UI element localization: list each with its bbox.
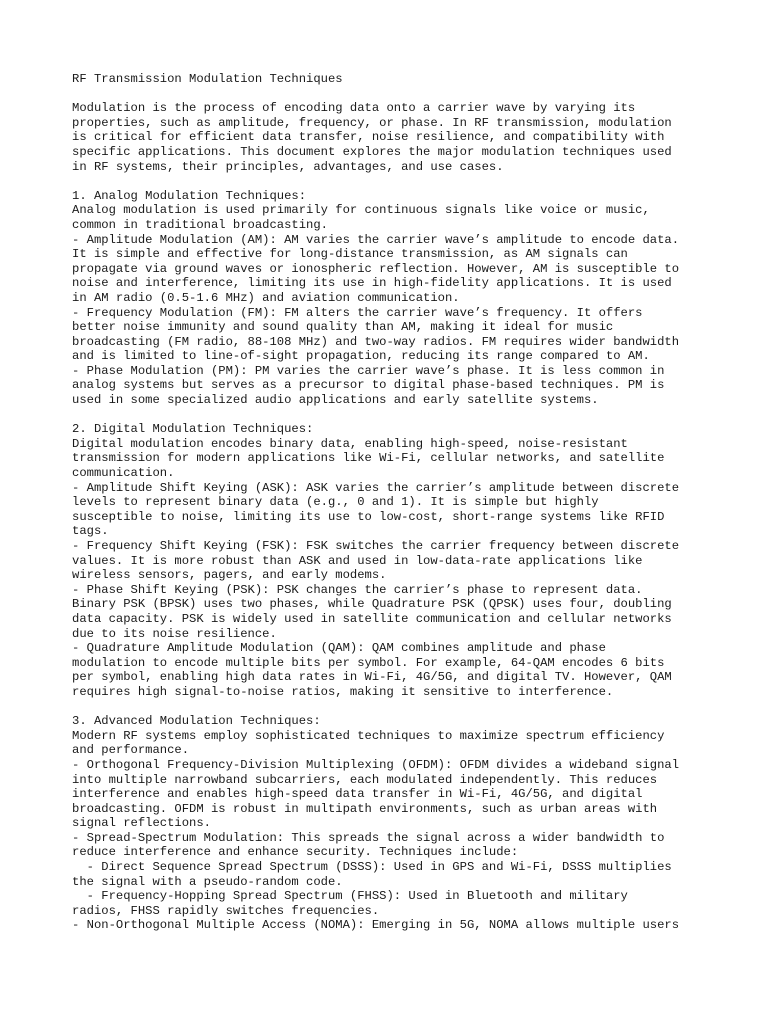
- text-line: common in traditional broadcasting.: [72, 217, 328, 232]
- text-line: wireless sensors, pagers, and early modems.: [72, 568, 387, 583]
- text-line: communication.: [72, 466, 175, 481]
- text-line: reduce interference and enhance security. Techniques include:: [72, 845, 519, 860]
- text-line: levels to represent binary data (e.g., 0 and 1). It is simple but highly: [72, 495, 599, 510]
- text-line: [72, 700, 712, 715]
- document-body: [72, 72, 712, 933]
- text-line: broadcasting. OFDM is robust in multipath environments, such as urban areas with: [72, 801, 658, 816]
- text-line: - Quadrature Amplitude Modulation (QAM): QAM combines amplitude and phase: [72, 641, 606, 656]
- text-line: better noise immunity and sound quality than AM, making it ideal for music: [72, 320, 614, 335]
- text-line: [72, 87, 712, 102]
- text-line: interference and enables high-speed data transfer in Wi-Fi, 4G/5G, and digital: [72, 787, 643, 802]
- text-line: the signal with a pseudo-random code.: [72, 874, 343, 889]
- text-line: requires high signal-to-noise ratios, making it sensitive to interference.: [72, 684, 614, 699]
- text-line: susceptible to noise, limiting its use to low-cost, short-range systems like RFID: [72, 509, 665, 524]
- text-line: broadcasting (FM radio, 88-108 MHz) and two-way radios. FM requires wider bandwidth: [72, 334, 680, 349]
- text-line: signal reflections.: [72, 816, 211, 831]
- text-line: Digital modulation encodes binary data, enabling high-speed, noise-resistant: [72, 436, 628, 451]
- text-line: properties, such as amplitude, frequency, or phase. In RF transmission, modulation: [72, 115, 672, 130]
- text-line: - Frequency Shift Keying (FSK): FSK switches the carrier frequency between discrete: [72, 539, 680, 553]
- text-line: data capacity. PSK is widely used in satellite communication and cellular networks: [72, 611, 672, 626]
- text-line: in RF systems, their principles, advantages, and use cases.: [72, 159, 504, 174]
- text-line: - Phase Modulation (PM): PM varies the carrier wave’s phase. It is less common in: [72, 363, 665, 378]
- text-line: It is simple and effective for long-distance transmission, as AM signals can: [72, 247, 628, 262]
- text-line: Analog modulation is used primarily for continuous signals like voice or music,: [72, 203, 650, 218]
- text-line: per symbol, enabling high data rates in Wi-Fi, 4G/5G, and digital TV. However, QAM: [72, 670, 672, 685]
- text-line: 2. Digital Modulation Techniques:: [72, 422, 314, 437]
- text-line: specific applications. This document explores the major modulation techniques used: [72, 144, 672, 159]
- text-line: and is limited to line-of-sight propagation, reducing its range compared to AM.: [72, 349, 650, 364]
- text-line: analog systems but serves as a precursor to digital phase-based techniques. PM is: [72, 378, 665, 393]
- text-line: - Non-Orthogonal Multiple Access (NOMA): Emerging in 5G, NOMA allows multiple users: [72, 918, 680, 933]
- text-line: is critical for efficient data transfer, noise resilience, and compatibility with: [72, 130, 665, 145]
- text-line: used in some specialized audio applications and early satellite systems.: [72, 393, 599, 408]
- text-line: transmission for modern applications like Wi-Fi, cellular networks, and satellite: [72, 451, 665, 466]
- text-line: due to its noise resilience.: [72, 626, 277, 641]
- text-line: - Phase Shift Keying (PSK): PSK changes the carrier’s phase to represent data.: [72, 582, 643, 597]
- text-line: - Amplitude Shift Keying (ASK): ASK varies the carrier’s amplitude between discrete: [72, 480, 680, 495]
- text-line: values. It is more robust than ASK and used in low-data-rate applications like: [72, 553, 643, 568]
- text-line: noise and interference, limiting its use in high-fidelity applications. It is used: [72, 276, 672, 291]
- text-line: into multiple narrowband subcarriers, each modulated independently. This reduces: [72, 772, 658, 787]
- text-line: radios, FHSS rapidly switches frequencies.: [72, 903, 380, 918]
- document-title: RF Transmission Modulation Techniques: [72, 72, 343, 86]
- text-line: - Frequency-Hopping Spread Spectrum (FHSS): Used in Bluetooth and military: [72, 889, 628, 904]
- text-line: - Frequency Modulation (FM): FM alters the carrier wave’s frequency. It offers: [72, 305, 643, 320]
- text-line: - Amplitude Modulation (AM): AM varies the carrier wave’s amplitude to encode data.: [72, 232, 680, 247]
- text-line: Modern RF systems employ sophisticated techniques to maximize spectrum efficiency: [72, 728, 665, 743]
- text-line: 3. Advanced Modulation Techniques:: [72, 714, 321, 729]
- text-line: tags.: [72, 524, 109, 539]
- text-line: [72, 174, 712, 189]
- text-line: modulation to encode multiple bits per symbol. For example, 64-QAM encodes 6 bits: [72, 655, 665, 670]
- text-line: - Orthogonal Frequency-Division Multiplexing (OFDM): OFDM divides a wideband signal: [72, 757, 680, 772]
- text-line: [72, 408, 712, 423]
- text-line: Binary PSK (BPSK) uses two phases, while Quadrature PSK (QPSK) uses four, doubling: [72, 597, 672, 612]
- text-line: propagate via ground waves or ionospheric reflection. However, AM is susceptible to: [72, 261, 680, 276]
- text-line: Modulation is the process of encoding data onto a carrier wave by varying its: [72, 101, 636, 116]
- text-line: and performance.: [72, 743, 190, 758]
- text-line: - Direct Sequence Spread Spectrum (DSSS): Used in GPS and Wi-Fi, DSSS multiplies: [72, 860, 672, 875]
- text-line: - Spread-Spectrum Modulation: This spreads the signal across a wider bandwidth to: [72, 830, 665, 845]
- text-line: in AM radio (0.5-1.6 MHz) and aviation communication.: [72, 290, 460, 305]
- text-line: 1. Analog Modulation Techniques:: [72, 188, 307, 203]
